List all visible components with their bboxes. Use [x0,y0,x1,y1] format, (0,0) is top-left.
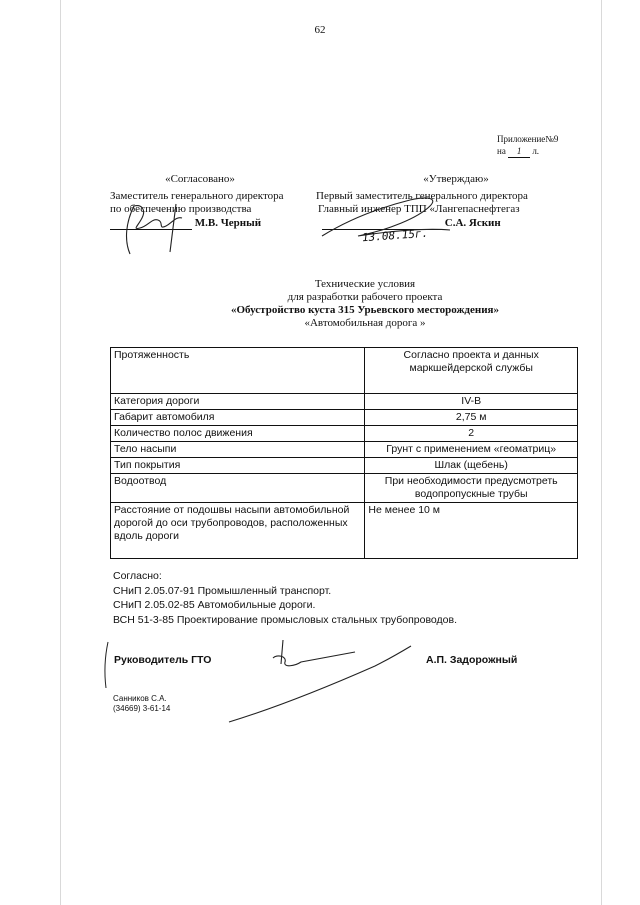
table-cell-value: 2,75 м [365,410,578,426]
margin-mark [100,640,114,690]
table-cell-value: Согласно проекта и данных маркшейдерской службы [365,348,578,394]
agreed-signer: М.В. Черный [194,217,262,229]
table-cell-param: Протяженность [111,348,365,394]
approved-position-line1: Первый заместитель генерального директора [316,190,528,202]
table-row [111,442,578,458]
footer-signature [205,636,415,728]
appendix-sheets: на 1 л. [497,146,540,156]
table-cell-param: Категория дороги [111,394,365,410]
page-number: 62 [314,24,326,36]
list-item: СНиП 2.05.02-85 Автомобильные дороги. [113,599,316,611]
standards-heading: Согласно: [113,570,162,582]
table-cell-param: Количество полос движения [111,426,365,442]
table-cell-value: IV-В [365,394,578,410]
contact-name: Санников С.А. [113,694,167,703]
agreed-position-line2: по обеспечению производства [110,203,252,215]
table-cell-value: Шлак (щебень) [365,458,578,474]
footer-position: Руководитель ГТО [114,654,212,666]
contact-info [113,694,170,714]
table-row [111,394,578,410]
approval-date-handwritten: 13.08.15г. [361,226,429,245]
scan-edge-left [60,0,61,905]
document-title [150,278,580,330]
technical-conditions-table [110,347,578,559]
agreed-signature [112,196,202,258]
appendix-note [497,133,558,158]
standards-list [113,569,457,627]
table-cell-param: Водоотвод [111,474,365,503]
table-row [111,503,578,559]
table-cell-value: При необходимости предусмотреть водопропускные трубы [365,474,578,503]
appendix-label: Приложение№9 [497,134,559,144]
agreed-position-line1: Заместитель генерального директора [110,190,284,202]
table-row [111,348,578,394]
title-line2: для разработки рабочего проекта [287,291,443,303]
table-cell-value: 2 [365,426,578,442]
table-cell-param: Габарит автомобиля [111,410,365,426]
scan-edge-right [601,0,602,905]
table-row [111,426,578,442]
contact-phone: (34669) 3-61-14 [113,704,171,713]
title-line3: «Обустройство куста 315 Урьевского месторождения» [231,304,499,316]
approved-signer: С.А. Яскин [444,217,501,229]
approved-heading: «Утверждаю» [423,173,489,185]
table-row [111,410,578,426]
table-row [111,474,578,503]
title-line1: Технические условия [314,278,416,290]
table-cell-param: Расстояние от подошвы насыпи автомобильной дорогой до оси трубопроводов, расположенных вдоль дороги [111,503,365,559]
table-cell-param: Тело насыпи [111,442,365,458]
list-item: ВСН 51-3-85 Проектирование промысловых стальных трубопроводов. [113,613,457,626]
table-cell-value: Грунт с применением «геоматриц» [365,442,578,458]
table-cell-value: Не менее 10 м [365,503,578,559]
footer-signer: А.П. Задорожный [426,654,518,666]
title-line4: «Автомобильная дорога » [304,317,426,329]
appendix-sheet-count: 1 [508,145,530,158]
table-cell-param: Тип покрытия [111,458,365,474]
agreed-heading: «Согласовано» [165,173,235,185]
approved-position-line2: Главный инженер ТПП «Лангепаснефтегаз [318,203,520,215]
table-row [111,458,578,474]
list-item: СНиП 2.05.07-91 Промышленный транспорт. [113,584,332,597]
